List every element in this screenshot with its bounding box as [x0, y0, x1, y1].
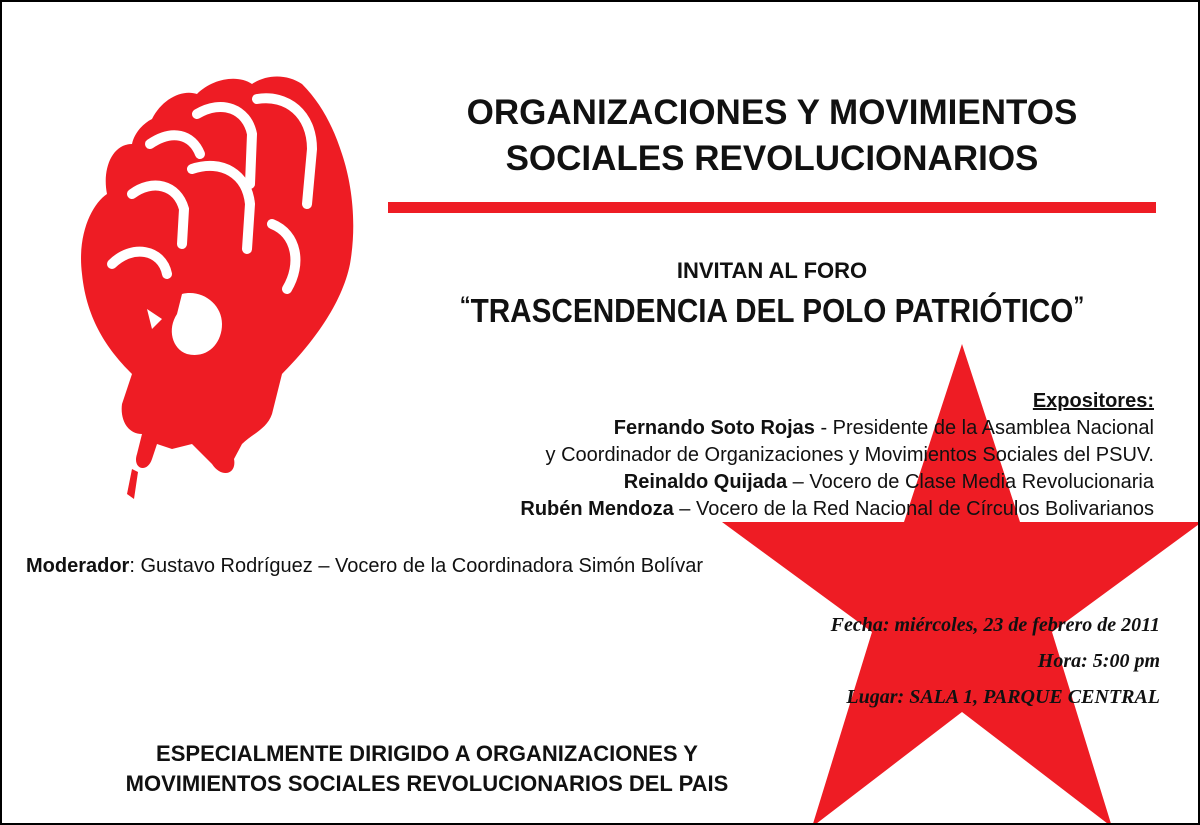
speaker-role: – Vocero de la Red Nacional de Círculos Bolivarianos — [673, 498, 1154, 520]
close-quote: ” — [1073, 292, 1085, 319]
speakers-heading: Expositores: — [1032, 390, 1154, 412]
speaker-name: Fernando Soto Rojas — [613, 417, 815, 439]
footer-note — [42, 739, 812, 799]
speaker-line — [254, 415, 1154, 442]
event-time: Hora: 5:00 pm — [1037, 650, 1160, 672]
speaker-line — [254, 442, 1154, 469]
moderator-text: : Gustavo Rodríguez – Vocero de la Coordinadora Simón Bolívar — [129, 555, 703, 577]
speaker-line — [254, 469, 1154, 496]
forum-name — [403, 292, 1141, 330]
event-place: Lugar: SALA 1, PARQUE CENTRAL — [846, 686, 1160, 708]
speaker-name: Reinaldo Quijada — [623, 471, 788, 493]
event-details — [640, 607, 1160, 715]
footer-line-1: ESPECIALMENTE DIRIGIDO A ORGANIZACIONES Y — [156, 741, 698, 766]
speaker-role: - Presidente de la Asamblea Nacional — [814, 417, 1154, 439]
title-line-1: ORGANIZACIONES Y MOVIMIENTOS — [466, 93, 1078, 132]
moderator-line — [26, 555, 906, 578]
moderator-label: Moderador — [26, 555, 130, 577]
footer-line-2: MOVIMIENTOS SOCIALES REVOLUCIONARIOS DEL PAIS — [125, 771, 729, 796]
invite-text: INVITAN AL FORO — [676, 258, 868, 283]
title-line-2: SOCIALES REVOLUCIONARIOS — [505, 139, 1039, 178]
forum-title: TRASCENDENCIA DEL POLO PATRIÓTICO — [470, 292, 1074, 329]
page-title — [382, 90, 1162, 182]
speaker-line — [254, 496, 1154, 523]
speakers-list — [254, 388, 1154, 523]
event-date: Fecha: miércoles, 23 de febrero de 2011 — [830, 614, 1160, 636]
speaker-role: y Coordinador de Organizaciones y Movimientos Sociales del PSUV. — [545, 444, 1154, 466]
open-quote: “ — [459, 292, 471, 319]
speaker-name: Rubén Mendoza — [520, 498, 674, 520]
title-divider — [388, 202, 1156, 213]
speaker-role: – Vocero de Clase Media Revolucionaria — [787, 471, 1154, 493]
